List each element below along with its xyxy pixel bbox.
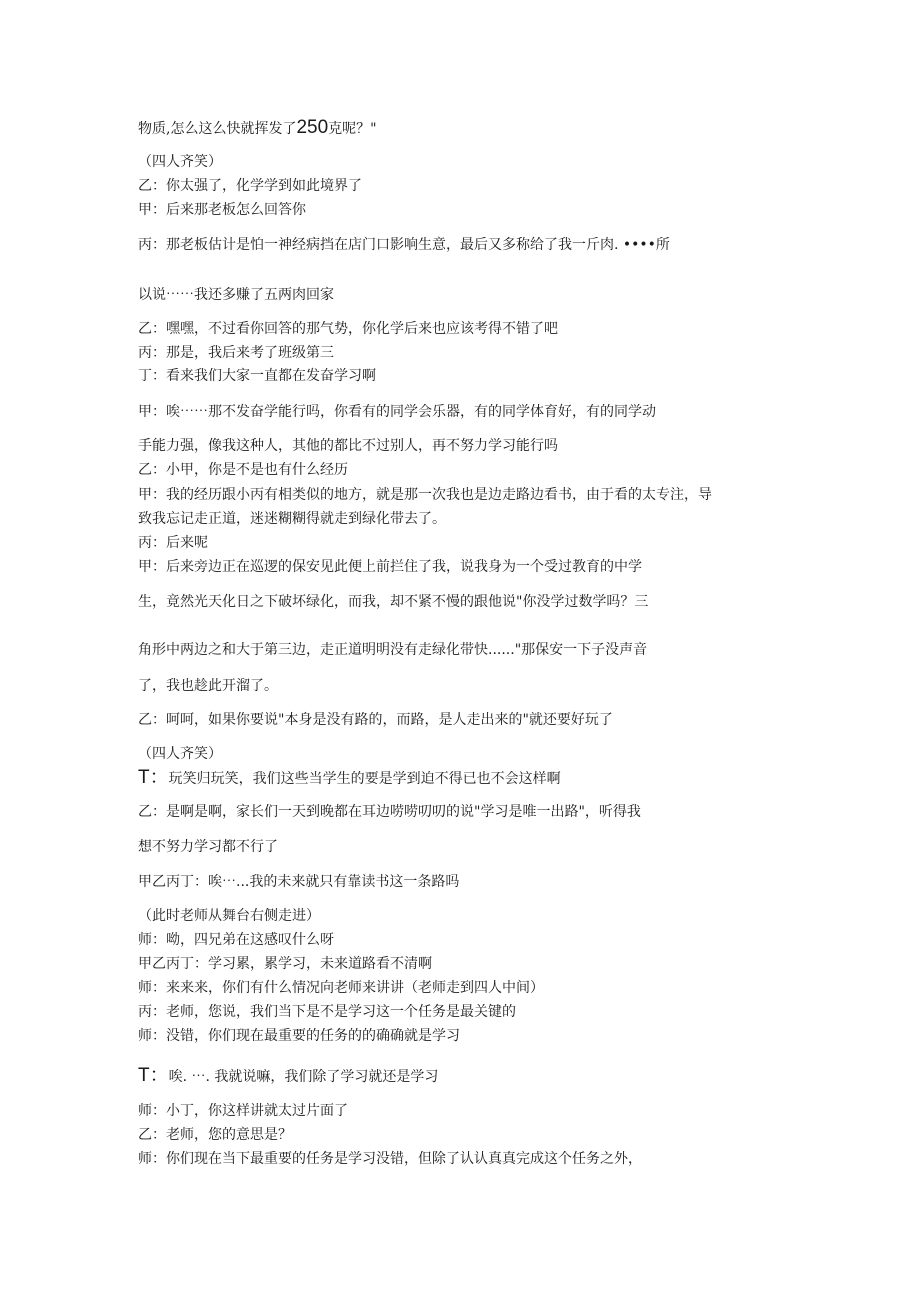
text-line: 丙：后来呢 [138,535,208,551]
text-line: 师：呦，四兄弟在这感叹什么呀 [138,932,334,948]
text-line: 乙：呵呵，如果你要说"本身是没有路的，而路，是人走出来的"就还要好玩了 [138,712,613,728]
text-line: 物质,怎么这么快就挥发了250克呢？" [138,117,377,138]
text-line: （四人齐笑） [138,746,222,762]
text-line: 丁：看来我们大家一直都在发奋学习啊 [138,368,376,384]
text-line: 师：没错，你们现在最重要的任务的的确确就是学习 [138,1028,460,1044]
text-line: （四人齐笑） [138,154,222,170]
text-line: 手能力强，像我这种人，其他的都比不过别人，再不努力学习能行吗 [138,438,558,454]
text-line: 甲乙丙丁：学习累，累学习，未来道路看不清啊 [138,956,432,972]
text-line: 丙：老师，您说，我们当下是不是学习这一个任务是最关键的 [138,1004,516,1020]
text-line: 甲：后来那老板怎么回答你 [138,202,306,218]
text-line: 乙：是啊是啊，家长们一天到晚都在耳边唠唠叨叨的说"学习是唯一出路"，听得我 [138,804,641,820]
text-line: （此时老师从舞台右侧走进） [138,908,320,924]
text-line: 乙：你太强了，化学学到如此境界了 [138,178,362,194]
text-line: 生，竟然光天化日之下破坏绿化，而我，却不紧不慢的跟他说"你没学过数学吗？三 [138,594,649,610]
text-line: 丙：那老板估计是怕一神经病挡在店门口影响生意，最后又多称给了我一斤肉. ••••所 [138,237,670,253]
text-line: T：唉. ⋯. 我就说嘛，我们除了学习就还是学习 [138,1065,439,1086]
text-line: 乙：嘿嘿，不过看你回答的那气势，你化学后来也应该考得不错了吧 [138,321,558,337]
text-line: 想不努力学习都不行了 [138,839,278,855]
text-line: 致我忘记走正道，迷迷糊糊得就走到绿化带去了。 [138,511,446,527]
text-line: 甲：唉⋯⋯那不发奋学能行吗，你看有的同学会乐器，有的同学体育好，有的同学动 [138,404,656,420]
text-line: 了，我也趁此开溜了。 [138,678,278,694]
text-line: 甲：后来旁边正在巡逻的保安见此便上前拦住了我，说我身为一个受过教育的中学 [138,559,642,575]
text-line: 角形中两边之和大于第三边，走正道明明没有走绿化带快......"那保安一下子没声音 [138,642,648,658]
text-line: 师：你们现在当下最重要的任务是学习没错，但除了认认真真完成这个任务之外， [138,1151,642,1167]
text-line: 乙：小甲，你是不是也有什么经历 [138,462,348,478]
text-line: 乙：老师，您的意思是？ [138,1127,292,1143]
text-line: 师：来来来，你们有什么情况向老师来讲讲（老师走到四人中间） [138,980,544,996]
text-line: 丙：那是，我后来考了班级第三 [138,345,334,361]
text-line: 甲乙丙丁：唉⋯...我的未来就只有靠读书这一条路吗 [138,874,460,890]
text-line: 师：小丁，你这样讲就太过片面了 [138,1103,348,1119]
text-line: T：玩笑归玩笑，我们这些当学生的要是学到迫不得已也不会这样啊 [138,767,561,788]
text-line: 以说⋯⋯我还多赚了五两肉回家 [138,287,334,303]
text-line: 甲：我的经历跟小丙有相类似的地方，就是那一次我也是边走路边看书，由于看的太专注，导 [138,487,712,503]
